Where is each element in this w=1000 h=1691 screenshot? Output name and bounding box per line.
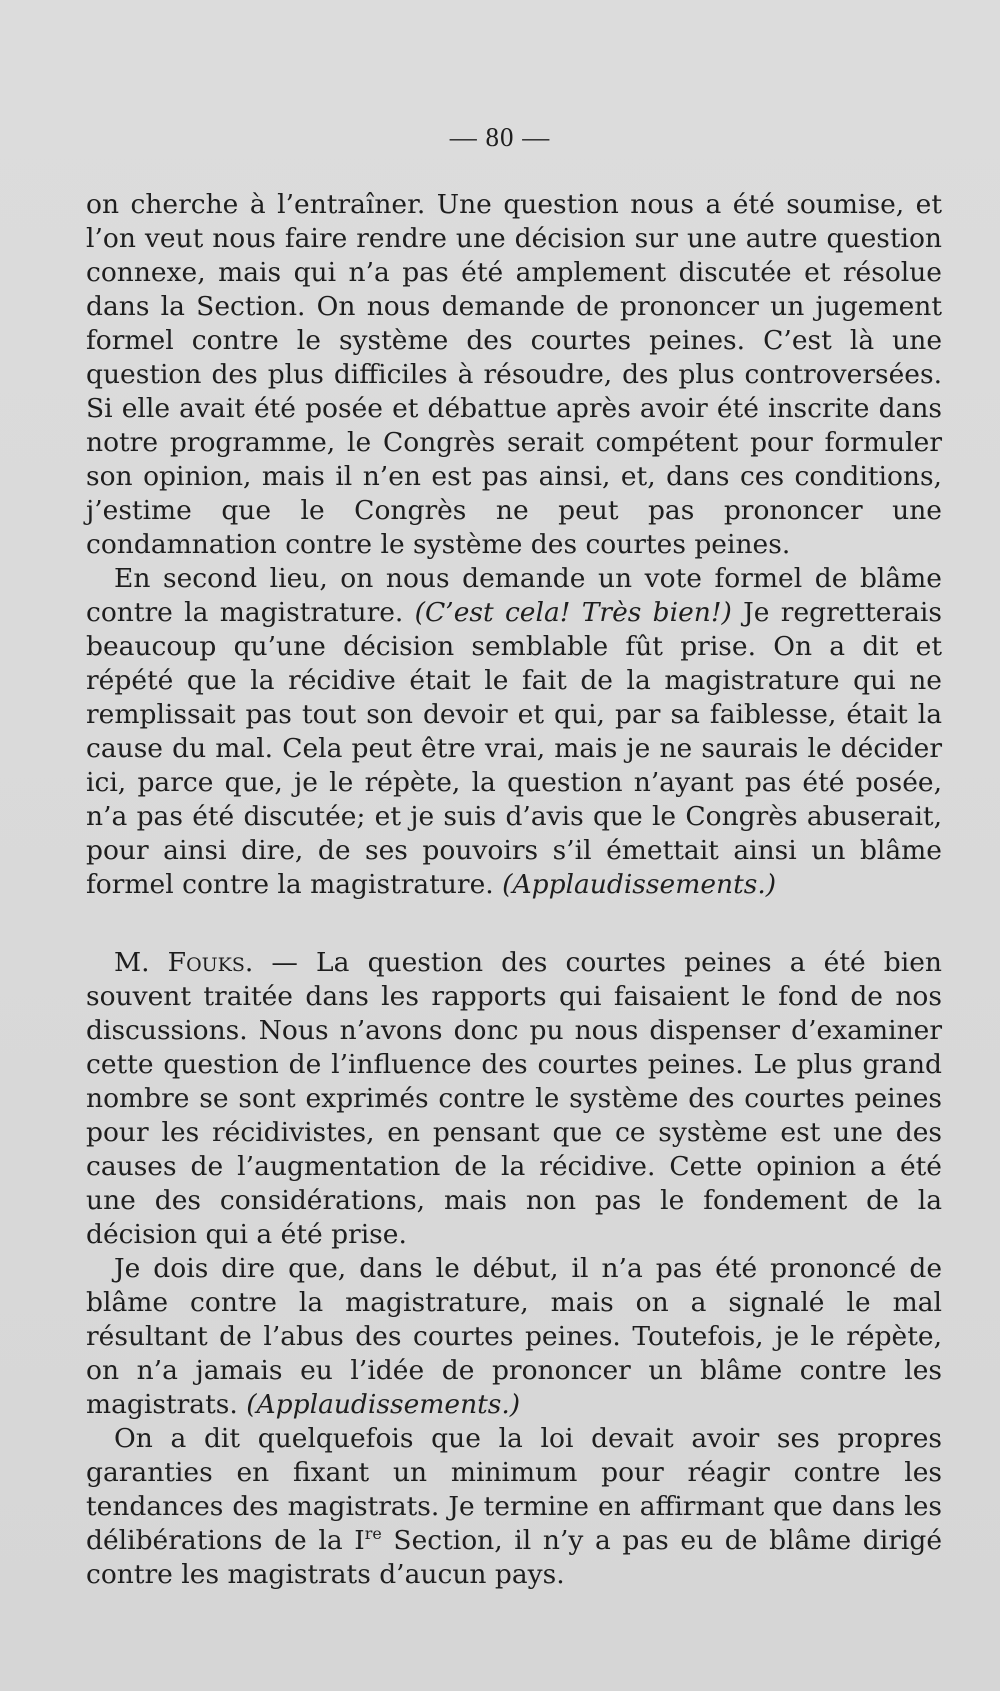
paragraph [86,946,942,1252]
paragraph [86,1422,942,1592]
audience-reaction: (C’est cela! Très bien!) [414,597,732,628]
paragraph [86,188,942,562]
paragraph-text: Je dois dire que, dans le début, il n’a pas été prononcé de blâme contre la magistrature, mais on a signalé le mal résultant de l’abus des courtes peines. Toutefois, je le répète, on n’a jamais eu l’idée de prononcer un blâme contre les magistrats. [86,1253,942,1420]
audience-reaction: (Applaudissements.) [246,1389,521,1420]
page-body [86,188,942,1592]
audience-reaction: (Applaudissements.) [502,869,777,900]
paragraph-gap [86,902,942,946]
paragraph-text: on cherche à l’entraîner. Une question nous a été soumise, et l’on veut nous faire rendre une décision sur une autre question connexe, mais qui n’a pas été amplement discutée et résolue dans la Section. On nous demande de prononcer un jugement formel contre le système des courtes peines. C’est là une question des plus difficiles à résoudre, des plus controversées. Si elle avait été posée et débattue après avoir été inscrite dans notre programme, le Congrès serait compétent pour formuler son opinion, mais il n’en est pas ainsi, et, dans ces conditions, j’estime que le Congrès ne peut pas prononcer une condamnation contre le système des courtes peines. [86,189,942,560]
speaker-name: M. Fouks. [114,947,254,978]
paragraph-text: On a dit quelquefois que la loi devait avoir ses propres garanties en fixant un minimum pour réagir contre les tendances des magistrats. Je termine en affirmant que dans les délibérations de la I [86,1423,942,1556]
paragraph-text: Je regretterais beaucoup qu’une décision semblable fût prise. On a dit et répété que la récidive était le fait de la magistrature qui ne remplissait pas tout son devoir et qui, par sa faiblesse, était la cause du mal. Cela peut être vrai, mais je ne saurais le décider ici, parce que, je le répète, la question n’ayant pas été posée, n’a pas été discutée; et je suis d’avis que le Congrès abuserait, pour ainsi dire, de ses pouvoirs s’il émettait ainsi un blâme formel contre la magistrature. [86,597,942,900]
paragraph [86,1252,942,1422]
paragraph [86,562,942,902]
paragraph-text: Section, il n’y a pas eu de blâme dirigé contre les magistrats d’aucun pays. [86,1525,942,1590]
page-number: — 80 — [449,122,551,152]
paragraph-text: En second lieu, on nous demande un vote formel de blâme contre la magistrature. [86,563,942,628]
paragraph-text: — La question des courtes peines a été bien souvent traitée dans les rapports qui faisaient le fond de nos discussions. Nous n’avons donc pu nous dispenser d’examiner cette question de l’influence des courtes peines. Le plus grand nombre se sont exprimés contre le système des courtes peines pour les récidivistes, en pensant que ce système est une des causes de l’augmentation de la récidive. Cette opinion a été une des considérations, mais non pas le fondement de la décision qui a été prise. [86,947,942,1250]
ordinal-superscript: re [364,1524,382,1544]
